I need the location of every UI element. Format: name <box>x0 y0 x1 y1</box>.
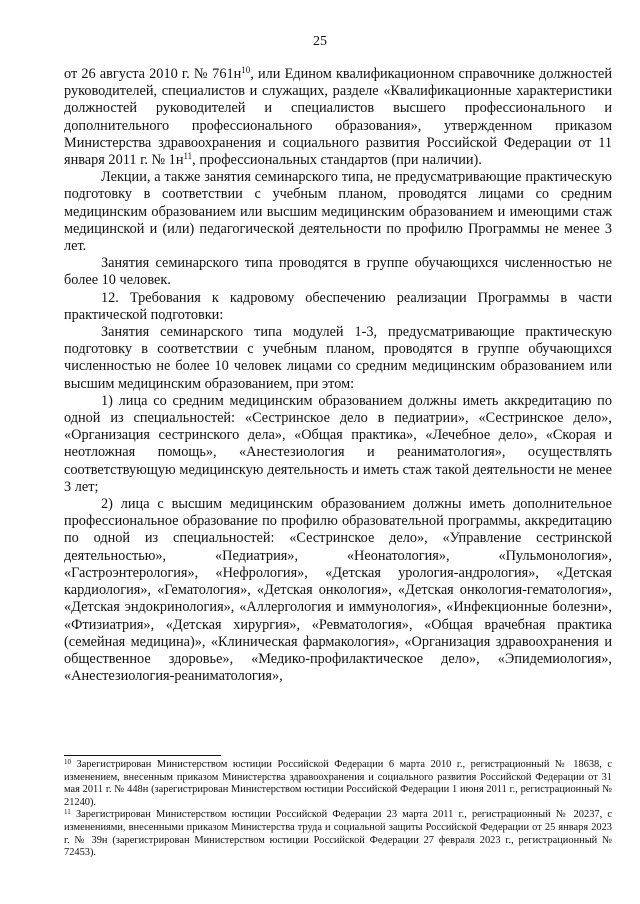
paragraph <box>64 393 612 496</box>
body-text <box>64 66 612 685</box>
footnote-mark: 10 <box>64 758 71 766</box>
paragraph <box>64 496 612 685</box>
footnote-text: Зарегистрирован Министерством юстиции Российской Федерации 6 марта 2010 г., регистрационный № 18638, с изменением, внесенным приказом Министерства здравоохранения и социального развития Российской Федерации от 31 мая 2011 г. № 448н (зарегистрирован Министерством юстиции Российской Федерации 1 июня 2011 г., регистрационный № 21240). <box>64 759 612 808</box>
paragraph-text: Лекции, а также занятия семинарского типа, не предусматривающие практическую подготовку в соответствии с учебным планом, проводятся лицами со средним медицинским образованием или высшим медицинским образованием и имеющими стаж медицинской и (или) педагогической деятельности по профилю Программы не менее 3 лет. <box>64 169 612 255</box>
paragraph-text: , или Едином квалификационном справочнике должностей руководителей, специалистов и служащих, разделе «Квалификационные характеристики должностей руководителей и специалистов высшего профессионального и дополнительного профессионального образования», утвержденном приказом Министерства здравоохранения и социального развития Российской Федерации от 11 января 2011 г. № 1н <box>64 66 612 169</box>
paragraph-text: 2) лица с высшим медицинским образованием должны иметь дополнительное профессиональное образование по профилю образовательной программы, аккредитацию по одной из специальностей: «Сестринское дело», «Управление сестринской деятельностью», «Педиатрия», «Неонатология», «Пульмонология», «Гастроэнтерология», «Нефрология», «Детская урология-андрология», «Детская кардиология», «Гематология», «Детская онкология», «Детская онкология-гематология», «Детская эндокринология», «Аллергология и иммунология», «Инфекционные болезни», «Фтизиатрия», «Детская хирургия», «Ревматология», «Общая врачебная практика (семейная медицина)», «Клиническая фармакология», «Организация здравоохранения и общественное здоровье», «Медико-профилактическое дело», «Эпидемиология», «Анестезиология-реаниматология», <box>64 496 612 685</box>
paragraph-text: от 26 августа 2010 г. № 761н <box>64 66 242 82</box>
paragraph-text: , профессиональных стандартов (при наличии). <box>192 152 482 169</box>
paragraph-text: Занятия семинарского типа проводятся в группе обучающихся численностью не более 10 человек. <box>64 255 612 289</box>
paragraph <box>64 66 612 169</box>
footnotes <box>64 759 612 860</box>
paragraph-text: 12. Требования к кадровому обеспечению реализации Программы в части практической подготовки: <box>64 289 612 323</box>
footnote-ref: 10 <box>241 65 251 75</box>
footnote <box>64 809 612 859</box>
page-number: 25 <box>313 34 327 49</box>
footnote-text: Зарегистрирован Министерством юстиции Российской Федерации 23 марта 2011 г., регистрационный № 20237, с изменениями, внесенными приказом Министерства труда и социальной защиты Российской Федерации от 25 января 2023 г. № 39н (зарегистрирован Министерством юстиции Российской Федерации 27 февраля 2023 г., регистрационный № 72453). <box>64 809 612 859</box>
paragraph <box>64 290 612 324</box>
footnote-mark: 11 <box>64 808 71 817</box>
footnote-ref: 11 <box>183 151 193 162</box>
paragraph-text: 1) лица со средним медицинским образованием должны иметь аккредитацию по одной из специальностей: «Сестринское дело в педиатрии», «Сестринское дело», «Организация сестринского дела», «Общая практика», «Лечебное дело», «Скорая и неотложная помощь», «Анестезиология и реаниматология», осуществлять соответствующую медицинскую деятельность и иметь стаж такой деятельности не менее 3 лет; <box>64 392 612 495</box>
footnote <box>64 759 612 809</box>
footnote-divider <box>64 755 221 756</box>
paragraph-text: Занятия семинарского типа модулей 1-3, предусматривающие практическую подготовку в соответствии с учебным планом, проводятся в группе обучающихся численностью не более 10 человек лицами со средним медицинским образованием или высшим медицинским образованием, при этом: <box>64 324 612 392</box>
paragraph <box>64 169 612 255</box>
paragraph <box>64 324 612 393</box>
paragraph <box>64 255 612 289</box>
